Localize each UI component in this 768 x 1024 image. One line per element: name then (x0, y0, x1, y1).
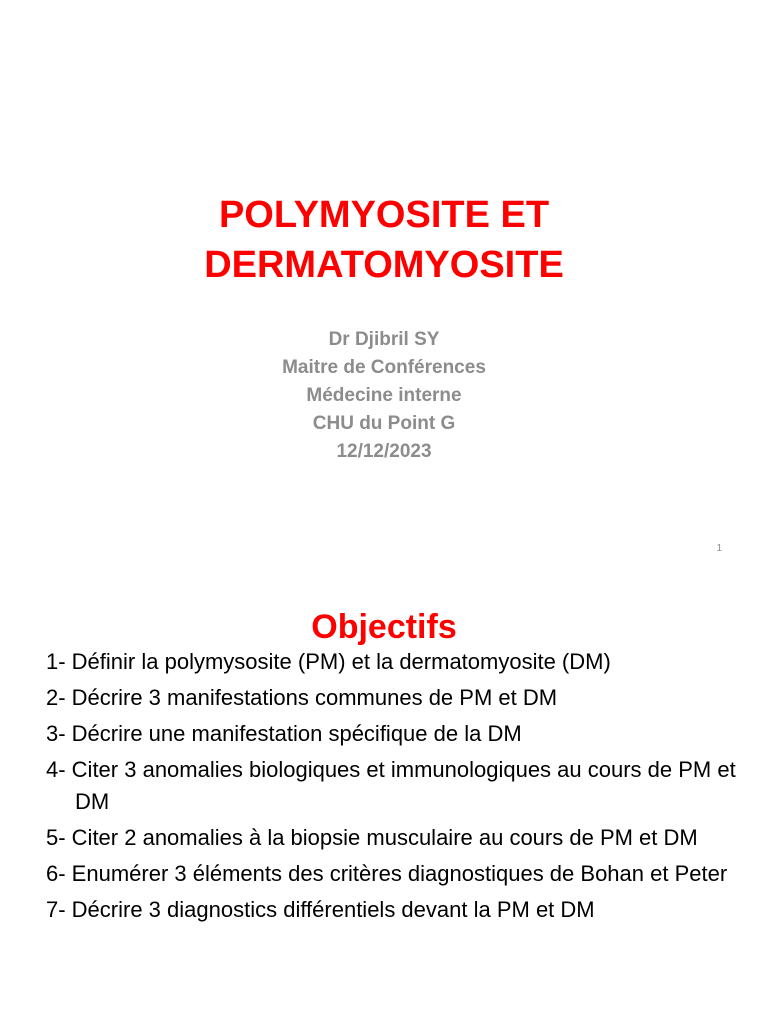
objectives-list (46, 646, 746, 930)
objectives-heading: Objectifs (311, 608, 457, 646)
slide-title-line-2: DERMATOMYOSITE (204, 244, 564, 286)
list-item: 2- Décrire 3 manifestations communes de PM et DM (46, 685, 558, 710)
list-item: 1- Définir la polymysosite (PM) et la dermatomyosite (DM) (46, 649, 611, 674)
page-number: 1 (716, 543, 722, 554)
author-name: Dr Djibril SY (328, 329, 440, 350)
list-item: 4- Citer 3 anomalies biologiques et immunologiques au cours de PM et DM (46, 757, 736, 814)
slide-title-line-1: POLYMYOSITE ET (218, 194, 550, 236)
presentation-date: 12/12/2023 (336, 441, 432, 462)
list-item: 6- Enumérer 3 éléments des critères diagnostiques de Bohan et Peter (46, 861, 728, 886)
slide-title (0, 190, 768, 290)
objectives-slide (0, 576, 768, 1024)
list-item: 5- Citer 2 anomalies à la biopsie musculaire au cours de PM et DM (46, 825, 698, 850)
author-institution: CHU du Point G (312, 413, 456, 434)
author-department: Médecine interne (306, 385, 462, 406)
list-item: 7- Décrire 3 diagnostics différentiels devant la PM et DM (46, 897, 595, 922)
slide-subtitle (0, 326, 768, 466)
list-item: 3- Décrire une manifestation spécifique de la DM (46, 721, 522, 746)
author-role: Maitre de Conférences (282, 357, 486, 378)
